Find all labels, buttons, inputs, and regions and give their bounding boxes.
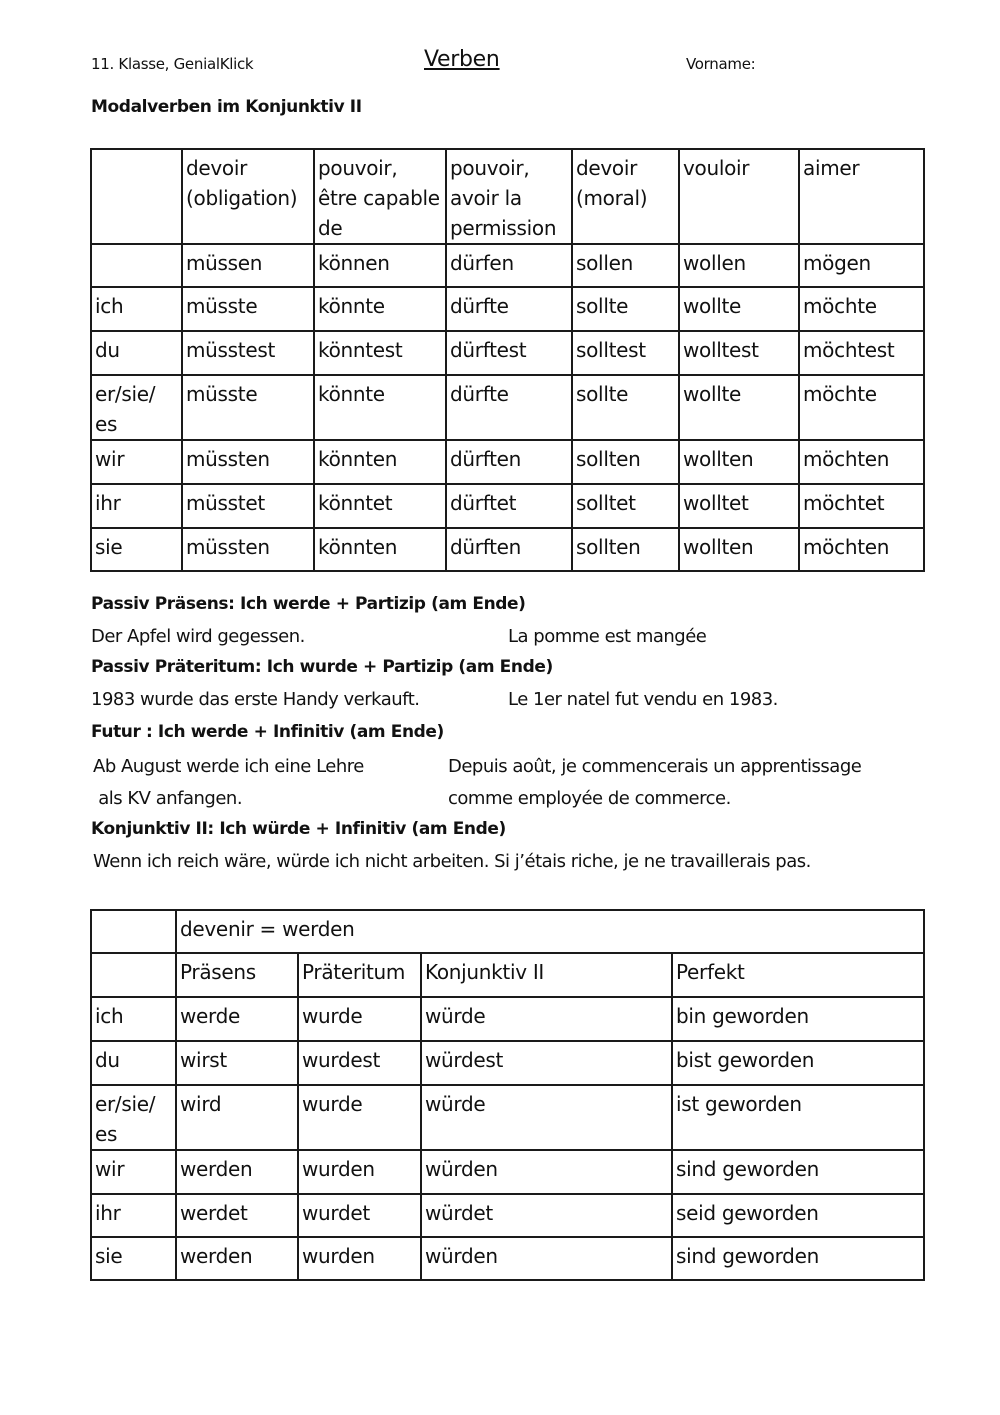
verb-form-cell: sollte: [572, 375, 679, 440]
werden-table: [90, 909, 925, 1281]
pronoun-cell: du: [91, 331, 182, 375]
table-row: [91, 1041, 924, 1085]
verb-form-cell: müssten: [182, 440, 314, 484]
table-row: [91, 997, 924, 1041]
infinitive-cell: müssen: [182, 244, 314, 287]
verb-form-cell: müsste: [182, 287, 314, 331]
verb-form-cell: wollte: [679, 287, 799, 331]
verb-form-cell: solltest: [572, 331, 679, 375]
infinitive-row: [91, 244, 924, 287]
header-cell: devoir (moral): [572, 149, 679, 244]
verb-form-cell: wolltet: [679, 484, 799, 528]
verb-form-cell: werdet: [176, 1194, 298, 1237]
verb-form-cell: sollten: [572, 440, 679, 484]
verb-form-cell: dürfte: [446, 287, 572, 331]
verb-form-cell: ist geworden: [672, 1085, 924, 1150]
futur-example-de-line2: als KV anfangen.: [93, 788, 243, 809]
verb-form-cell: würde: [421, 997, 672, 1041]
verb-form-cell: würden: [421, 1150, 672, 1194]
corner-cell: [91, 244, 182, 287]
first-name-label: Vorname:: [686, 55, 756, 73]
corner-cell: [91, 953, 176, 997]
table-row: [91, 528, 924, 571]
french-header-row: [91, 149, 924, 244]
table-row: [91, 287, 924, 331]
verb-form-cell: wolltest: [679, 331, 799, 375]
passiv-praesens-example-de: Der Apfel wird gegessen.: [91, 626, 305, 647]
table-row: [91, 375, 924, 440]
header-cell: Perfekt: [672, 953, 924, 997]
pronoun-cell: er/sie/ es: [91, 1085, 176, 1150]
verb-form-cell: könnte: [314, 287, 446, 331]
verb-form-cell: müsstest: [182, 331, 314, 375]
table-row: [91, 1237, 924, 1280]
infinitive-cell: dürfen: [446, 244, 572, 287]
verb-form-cell: wurde: [298, 997, 421, 1041]
pronoun-cell: wir: [91, 440, 182, 484]
header-cell: devoir (obligation): [182, 149, 314, 244]
verb-form-cell: wird: [176, 1085, 298, 1150]
verb-form-cell: müssten: [182, 528, 314, 571]
pronoun-cell: ich: [91, 287, 182, 331]
verb-form-cell: wirst: [176, 1041, 298, 1085]
verb-form-cell: wollten: [679, 528, 799, 571]
verb-form-cell: wurden: [298, 1237, 421, 1280]
verb-form-cell: bin geworden: [672, 997, 924, 1041]
verb-form-cell: würdet: [421, 1194, 672, 1237]
passiv-praesens-heading: Passiv Präsens: Ich werde + Partizip (am Ende): [91, 594, 526, 614]
verb-form-cell: wurden: [298, 1150, 421, 1194]
verb-form-cell: seid geworden: [672, 1194, 924, 1237]
verb-form-cell: möchte: [799, 287, 924, 331]
verb-form-cell: werde: [176, 997, 298, 1041]
pronoun-cell: er/sie/ es: [91, 375, 182, 440]
table-row: [91, 331, 924, 375]
verb-form-cell: würde: [421, 1085, 672, 1150]
pronoun-cell: sie: [91, 528, 182, 571]
header-cell: pouvoir, avoir la permission: [446, 149, 572, 244]
header-cell: vouloir: [679, 149, 799, 244]
verb-form-cell: wurdet: [298, 1194, 421, 1237]
verb-form-cell: werden: [176, 1237, 298, 1280]
passiv-praesens-example-fr: La pomme est mangée: [508, 626, 707, 647]
table-row: [91, 1085, 924, 1150]
konjunktiv-heading: Konjunktiv II: Ich würde + Infinitiv (am Ende): [91, 819, 506, 839]
verb-form-cell: könntet: [314, 484, 446, 528]
table-row: [91, 1194, 924, 1237]
verb-form-cell: dürften: [446, 440, 572, 484]
verb-form-cell: könnten: [314, 440, 446, 484]
verb-form-cell: bist geworden: [672, 1041, 924, 1085]
passiv-praeteritum-example-de: 1983 wurde das erste Handy verkauft.: [91, 689, 420, 710]
verb-form-cell: dürfte: [446, 375, 572, 440]
verb-form-cell: müsstet: [182, 484, 314, 528]
corner-cell: [91, 910, 176, 953]
verb-form-cell: wollte: [679, 375, 799, 440]
futur-heading: Futur : Ich werde + Infinitiv (am Ende): [91, 722, 444, 742]
konjunktiv-example: Wenn ich reich wäre, würde ich nicht arbeiten. Si j’étais riche, je ne travaillerais pas.: [93, 851, 811, 872]
pronoun-cell: ihr: [91, 484, 182, 528]
header-cell: Präteritum: [298, 953, 421, 997]
verb-form-cell: möchten: [799, 528, 924, 571]
table-row: [91, 484, 924, 528]
futur-example-de-line1: Ab August werde ich eine Lehre: [93, 756, 364, 777]
passiv-praeteritum-example-fr: Le 1er natel fut vendu en 1983.: [508, 689, 778, 710]
futur-example-fr-line2: comme employée de commerce.: [448, 788, 731, 809]
verb-form-cell: sind geworden: [672, 1237, 924, 1280]
pronoun-cell: ich: [91, 997, 176, 1041]
verb-form-cell: wurdest: [298, 1041, 421, 1085]
header-cell: aimer: [799, 149, 924, 244]
verb-form-cell: werden: [176, 1150, 298, 1194]
modal-verbs-table: [90, 148, 925, 572]
verb-form-cell: müsste: [182, 375, 314, 440]
infinitive-cell: sollen: [572, 244, 679, 287]
verb-form-cell: sollten: [572, 528, 679, 571]
verb-form-cell: könntest: [314, 331, 446, 375]
verb-form-cell: würden: [421, 1237, 672, 1280]
verb-form-cell: wollten: [679, 440, 799, 484]
verb-form-cell: möchte: [799, 375, 924, 440]
infinitive-cell: können: [314, 244, 446, 287]
verb-form-cell: könnte: [314, 375, 446, 440]
modal-section-heading: Modalverben im Konjunktiv II: [91, 97, 362, 117]
pronoun-cell: ihr: [91, 1194, 176, 1237]
verb-form-cell: dürftest: [446, 331, 572, 375]
verb-form-cell: solltet: [572, 484, 679, 528]
page-title: Verben: [424, 47, 500, 72]
verb-form-cell: wurde: [298, 1085, 421, 1150]
pronoun-cell: sie: [91, 1237, 176, 1280]
header-cell: Konjunktiv II: [421, 953, 672, 997]
verb-form-cell: möchtet: [799, 484, 924, 528]
tense-header-row: [91, 953, 924, 997]
verb-form-cell: möchten: [799, 440, 924, 484]
verb-form-cell: würdest: [421, 1041, 672, 1085]
infinitive-cell: wollen: [679, 244, 799, 287]
class-label: 11. Klasse, GenialKlick: [91, 55, 254, 73]
verb-form-cell: sind geworden: [672, 1150, 924, 1194]
passiv-praeteritum-heading: Passiv Präteritum: Ich wurde + Partizip (am Ende): [91, 657, 553, 677]
corner-cell: [91, 149, 182, 244]
verb-form-cell: sollte: [572, 287, 679, 331]
verb-form-cell: dürftet: [446, 484, 572, 528]
werden-title-cell: devenir = werden: [176, 910, 924, 953]
pronoun-cell: du: [91, 1041, 176, 1085]
verb-form-cell: dürften: [446, 528, 572, 571]
infinitive-cell: mögen: [799, 244, 924, 287]
pronoun-cell: wir: [91, 1150, 176, 1194]
header-cell: pouvoir, être capable de: [314, 149, 446, 244]
verb-form-cell: möchtest: [799, 331, 924, 375]
futur-example-fr-line1: Depuis août, je commencerais un apprentissage: [448, 756, 862, 777]
table-row: [91, 440, 924, 484]
table-row: [91, 1150, 924, 1194]
werden-title-row: [91, 910, 924, 953]
header-cell: Präsens: [176, 953, 298, 997]
verb-form-cell: könnten: [314, 528, 446, 571]
